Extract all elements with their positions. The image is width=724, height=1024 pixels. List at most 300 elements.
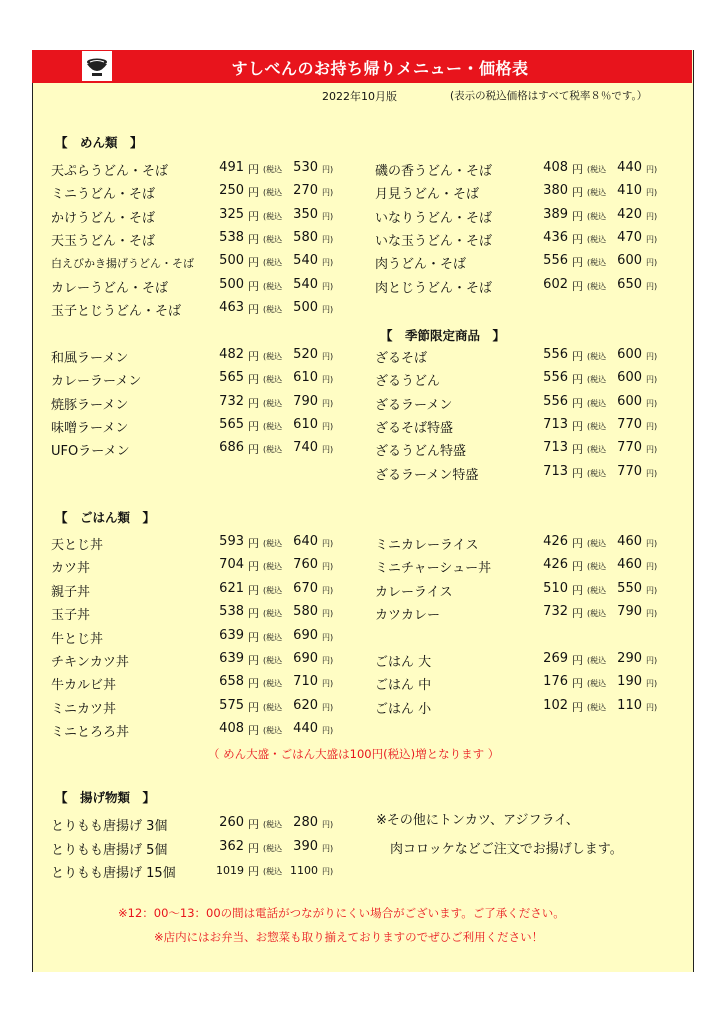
yen-unit: 円 bbox=[572, 677, 583, 691]
item-tax-price: 540 bbox=[293, 276, 318, 292]
tax-suffix: 円) bbox=[646, 468, 658, 478]
menu-item bbox=[375, 534, 675, 556]
tax-prefix: (税込 bbox=[263, 258, 283, 268]
tax-suffix: 円) bbox=[646, 585, 658, 595]
yen-unit: 円 bbox=[572, 419, 583, 433]
item-price: 176 bbox=[543, 674, 568, 690]
tax-suffix: 円) bbox=[646, 656, 658, 665]
tax-prefix: (税込 bbox=[263, 632, 283, 642]
menu-item bbox=[375, 207, 675, 229]
item-name: 天ぷらうどん・そば bbox=[51, 164, 169, 179]
item-price: 250 bbox=[219, 183, 244, 199]
yen-unit: 円 bbox=[572, 209, 583, 223]
item-name: 牛とじ丼 bbox=[51, 631, 104, 647]
item-name: チキンカツ丼 bbox=[51, 655, 129, 670]
item-price: 556 bbox=[543, 347, 568, 362]
tax-prefix: (税込 bbox=[587, 585, 607, 595]
tax-suffix: 円) bbox=[646, 211, 658, 221]
page-title: すしべんのお持ち帰りメニュー・価格表 bbox=[231, 59, 529, 78]
tax-suffix: 円) bbox=[322, 398, 334, 408]
tax-prefix: (税込 bbox=[263, 188, 283, 198]
yen-unit: 円 bbox=[248, 419, 259, 433]
item-price: 713 bbox=[543, 416, 568, 432]
tax-prefix: (税込 bbox=[587, 188, 607, 198]
tax-suffix: 円) bbox=[322, 421, 334, 431]
yen-unit: 円 bbox=[572, 373, 583, 387]
item-tax-price: 190 bbox=[617, 674, 642, 690]
tax-prefix: (税込 bbox=[263, 539, 283, 548]
tax-suffix: 円) bbox=[322, 726, 334, 736]
item-tax-price: 270 bbox=[293, 183, 318, 199]
item-name: ごはん 中 bbox=[375, 678, 432, 694]
tax-suffix: 円) bbox=[322, 843, 334, 853]
tax-suffix: 円) bbox=[322, 539, 334, 548]
item-name: 肉とじうどん・そば bbox=[375, 280, 493, 296]
item-name: カツカレー bbox=[375, 608, 441, 624]
item-price: 593 bbox=[219, 534, 244, 549]
tax-suffix: 円) bbox=[322, 258, 334, 268]
yen-unit: 円 bbox=[572, 256, 583, 270]
menu-item bbox=[375, 253, 675, 275]
item-name: 白えびかき揚げうどん・そば bbox=[51, 257, 194, 271]
menu-item bbox=[51, 815, 351, 837]
yen-unit: 円 bbox=[248, 841, 259, 855]
item-tax-price: 410 bbox=[617, 183, 642, 199]
item-price: 732 bbox=[219, 393, 244, 409]
menu-item bbox=[375, 183, 675, 205]
item-name: 天玉うどん・そば bbox=[51, 233, 156, 249]
tax-prefix: (税込 bbox=[263, 609, 283, 619]
menu-item bbox=[375, 160, 675, 182]
item-name: カレーラーメン bbox=[51, 374, 142, 390]
item-tax-price: 390 bbox=[293, 838, 318, 854]
yen-unit: 円 bbox=[572, 396, 583, 410]
item-tax-price: 580 bbox=[293, 229, 318, 245]
yen-unit: 円 bbox=[572, 560, 583, 574]
item-tax-price: 500 bbox=[293, 299, 318, 315]
item-name: 玉子とじうどん・そば bbox=[51, 303, 182, 319]
menu-item bbox=[51, 277, 351, 299]
item-tax-price: 540 bbox=[293, 253, 318, 269]
item-tax-price: 610 bbox=[293, 370, 318, 386]
yen-unit: 円 bbox=[248, 209, 259, 223]
yen-unit: 円 bbox=[572, 232, 583, 246]
tax-prefix: (税込 bbox=[263, 211, 283, 221]
item-tax-price: 790 bbox=[617, 604, 642, 620]
menu-item bbox=[51, 628, 351, 650]
tax-prefix: (税込 bbox=[587, 609, 607, 619]
menu-item bbox=[375, 464, 675, 486]
item-price: 556 bbox=[543, 370, 568, 386]
item-tax-price: 600 bbox=[617, 253, 642, 269]
item-name: カレーうどん・そば bbox=[51, 280, 169, 296]
item-name: ざるそば特盛 bbox=[375, 420, 454, 436]
item-tax-price: 290 bbox=[617, 651, 642, 666]
item-tax-price: 770 bbox=[617, 440, 642, 456]
yen-unit: 円 bbox=[248, 818, 259, 831]
item-name: 磯の香うどん・そば bbox=[375, 164, 493, 179]
yen-unit: 円 bbox=[248, 724, 259, 738]
item-tax-price: 440 bbox=[293, 721, 318, 737]
item-tax-price: 440 bbox=[617, 160, 642, 175]
item-price: 102 bbox=[543, 697, 568, 713]
footer-note-store: ※店内にはお弁当、お惣菜も取り揃えておりますのでぜひご利用ください！ bbox=[154, 930, 544, 944]
tax-prefix: (税込 bbox=[587, 468, 607, 478]
tax-suffix: 円) bbox=[322, 304, 334, 314]
item-tax-price: 460 bbox=[617, 534, 642, 549]
item-name: ミニカレーライス bbox=[375, 538, 479, 553]
item-price: 325 bbox=[219, 206, 244, 222]
item-price: 556 bbox=[543, 253, 568, 269]
item-price: 500 bbox=[219, 253, 244, 269]
yen-unit: 円 bbox=[248, 279, 259, 293]
tax-suffix: 円) bbox=[322, 562, 334, 572]
item-tax-price: 600 bbox=[617, 370, 642, 386]
yen-unit: 円 bbox=[572, 350, 583, 363]
item-name: ごはん 小 bbox=[375, 701, 432, 717]
menu-item bbox=[375, 440, 675, 462]
tax-suffix: 円) bbox=[322, 375, 334, 385]
yen-unit: 円 bbox=[572, 466, 583, 480]
menu-item bbox=[375, 557, 675, 579]
fried-note-line-1: ※その他にトンカツ、アジフライ、 bbox=[376, 813, 579, 828]
item-name: ミニカツ丼 bbox=[51, 701, 117, 717]
yen-unit: 円 bbox=[248, 560, 259, 574]
item-price: 426 bbox=[543, 534, 568, 549]
menu-item bbox=[51, 160, 351, 182]
item-tax-price: 710 bbox=[293, 674, 318, 690]
item-price: 1019 bbox=[216, 864, 244, 877]
item-name: とりもも唐揚げ 3個 bbox=[51, 819, 168, 834]
yen-unit: 円 bbox=[248, 607, 259, 621]
yen-unit: 円 bbox=[248, 302, 259, 316]
tax-suffix: 円) bbox=[646, 702, 658, 712]
tax-prefix: (税込 bbox=[263, 304, 283, 314]
tax-suffix: 円) bbox=[322, 820, 334, 829]
tax-prefix: (税込 bbox=[587, 421, 607, 431]
tax-suffix: 円) bbox=[322, 679, 334, 689]
tax-suffix: 円) bbox=[646, 539, 658, 548]
yen-unit: 円 bbox=[572, 443, 583, 457]
section-heading-rice: 【 ごはん類 】 bbox=[55, 510, 156, 525]
yen-unit: 円 bbox=[248, 583, 259, 597]
yen-unit: 円 bbox=[248, 700, 259, 714]
menu-item bbox=[51, 557, 351, 579]
menu-item bbox=[51, 674, 351, 696]
tax-prefix: (税込 bbox=[587, 352, 607, 361]
item-tax-price: 110 bbox=[617, 697, 642, 713]
tax-suffix: 円) bbox=[322, 632, 334, 642]
tax-prefix: (税込 bbox=[263, 656, 283, 665]
item-tax-price: 530 bbox=[293, 160, 318, 175]
item-tax-price: 640 bbox=[293, 534, 318, 549]
tax-prefix: (税込 bbox=[587, 539, 607, 548]
item-tax-price: 790 bbox=[293, 393, 318, 409]
section-heading-seasonal: 【 季節限定商品 】 bbox=[380, 328, 506, 343]
tax-prefix: (税込 bbox=[587, 679, 607, 689]
item-tax-price: 770 bbox=[617, 463, 642, 479]
item-name: 肉うどん・そば bbox=[375, 257, 467, 273]
yen-unit: 円 bbox=[572, 607, 583, 621]
item-tax-price: 550 bbox=[617, 580, 642, 596]
item-tax-price: 740 bbox=[293, 440, 318, 456]
item-name: とりもも唐揚げ 5個 bbox=[51, 842, 168, 858]
item-price: 602 bbox=[543, 276, 568, 292]
tax-suffix: 円) bbox=[646, 679, 658, 689]
item-name: ミニチャーシュー丼 bbox=[375, 561, 492, 577]
tax-prefix: (税込 bbox=[587, 281, 607, 291]
tax-prefix: (税込 bbox=[263, 281, 283, 291]
yen-unit: 円 bbox=[248, 256, 259, 270]
item-name: いなりうどん・そば bbox=[375, 210, 493, 226]
tax-suffix: 円) bbox=[322, 609, 334, 619]
yen-unit: 円 bbox=[248, 630, 259, 644]
menu-item bbox=[375, 698, 675, 720]
tax-suffix: 円) bbox=[322, 165, 334, 174]
item-name: ミニとろろ丼 bbox=[51, 725, 130, 741]
tax-suffix: 円) bbox=[646, 562, 658, 572]
item-tax-price: 600 bbox=[617, 393, 642, 409]
tax-prefix: (税込 bbox=[587, 562, 607, 572]
item-tax-price: 460 bbox=[617, 557, 642, 573]
menu-item bbox=[51, 721, 351, 743]
tax-suffix: 円) bbox=[322, 281, 334, 291]
tax-suffix: 円) bbox=[322, 234, 334, 244]
item-price: 408 bbox=[543, 160, 568, 175]
menu-item bbox=[51, 347, 351, 369]
item-name: 味噌ラーメン bbox=[51, 420, 129, 436]
item-name: 玉子丼 bbox=[51, 608, 91, 624]
yen-unit: 円 bbox=[248, 654, 259, 667]
yen-unit: 円 bbox=[248, 396, 259, 410]
tax-prefix: (税込 bbox=[263, 679, 283, 689]
item-price: 621 bbox=[219, 580, 244, 596]
tax-prefix: (税込 bbox=[263, 375, 283, 385]
item-price: 575 bbox=[219, 697, 244, 713]
tax-prefix: (税込 bbox=[587, 211, 607, 221]
menu-item bbox=[51, 207, 351, 229]
item-name: 和風ラーメン bbox=[51, 351, 129, 366]
item-tax-price: 690 bbox=[293, 651, 318, 666]
menu-item bbox=[51, 651, 351, 673]
tax-prefix: (税込 bbox=[263, 398, 283, 408]
tax-prefix: (税込 bbox=[587, 165, 607, 174]
menu-item bbox=[51, 370, 351, 392]
tax-suffix: 円) bbox=[322, 585, 334, 595]
menu-item bbox=[375, 674, 675, 696]
yen-unit: 円 bbox=[248, 443, 259, 457]
item-price: 704 bbox=[219, 557, 244, 573]
menu-item bbox=[51, 394, 351, 416]
item-price: 463 bbox=[219, 299, 244, 315]
item-name: 牛カルビ丼 bbox=[51, 678, 117, 694]
item-price: 565 bbox=[219, 416, 244, 432]
item-price: 658 bbox=[219, 674, 244, 690]
yen-unit: 円 bbox=[572, 186, 583, 200]
menu-item bbox=[51, 300, 351, 322]
item-price: 389 bbox=[543, 206, 568, 222]
menu-item bbox=[51, 581, 351, 603]
item-name: 焼豚ラーメン bbox=[51, 397, 129, 413]
tax-prefix: (税込 bbox=[263, 445, 283, 455]
item-name: ざるラーメン bbox=[375, 397, 453, 413]
menu-item bbox=[51, 440, 351, 462]
item-tax-price: 760 bbox=[293, 557, 318, 573]
item-name: とりもも唐揚げ 15個 bbox=[51, 866, 176, 881]
yen-unit: 円 bbox=[572, 700, 583, 714]
tax-prefix: (税込 bbox=[263, 234, 283, 244]
item-price: 500 bbox=[219, 276, 244, 292]
tax-prefix: (税込 bbox=[587, 445, 607, 455]
item-name: カツ丼 bbox=[51, 561, 91, 577]
item-name: 天とじ丼 bbox=[51, 538, 104, 553]
item-tax-price: 470 bbox=[617, 229, 642, 245]
item-price: 436 bbox=[543, 229, 568, 245]
menu-item bbox=[51, 839, 351, 861]
item-tax-price: 520 bbox=[293, 347, 318, 362]
tax-suffix: 円) bbox=[646, 421, 658, 431]
yen-unit: 円 bbox=[248, 865, 259, 878]
item-name: 月見うどん・そば bbox=[375, 187, 480, 203]
item-price: 408 bbox=[219, 721, 244, 737]
footer-note-phone: ※12：00～13：00の間は電話がつながりにくい場合がございます。ご了承ください。 bbox=[118, 906, 565, 920]
yen-unit: 円 bbox=[572, 583, 583, 597]
item-name: いな玉うどん・そば bbox=[375, 233, 493, 249]
tax-suffix: 円) bbox=[322, 867, 334, 876]
item-tax-price: 600 bbox=[617, 347, 642, 362]
tax-suffix: 円) bbox=[646, 352, 658, 361]
item-price: 426 bbox=[543, 557, 568, 573]
tax-prefix: (税込 bbox=[587, 398, 607, 408]
yen-unit: 円 bbox=[572, 279, 583, 293]
item-tax-price: 770 bbox=[617, 416, 642, 432]
yen-unit: 円 bbox=[572, 537, 583, 550]
item-price: 510 bbox=[543, 580, 568, 596]
menu-item bbox=[51, 604, 351, 626]
tax-prefix: (税込 bbox=[587, 656, 607, 665]
yen-unit: 円 bbox=[248, 163, 259, 176]
yen-unit: 円 bbox=[248, 373, 259, 387]
tax-suffix: 円) bbox=[646, 609, 658, 619]
tax-suffix: 円) bbox=[646, 258, 658, 268]
tax-prefix: (税込 bbox=[263, 165, 283, 174]
tax-suffix: 円) bbox=[322, 702, 334, 712]
item-name: ごはん 大 bbox=[375, 655, 432, 670]
item-tax-price: 670 bbox=[293, 580, 318, 596]
item-price: 380 bbox=[543, 183, 568, 199]
menu-item bbox=[375, 347, 675, 369]
item-name: 親子丼 bbox=[51, 584, 91, 600]
item-name: ざるラーメン特盛 bbox=[375, 467, 479, 483]
tax-suffix: 円) bbox=[646, 398, 658, 408]
item-price: 713 bbox=[543, 440, 568, 456]
item-price: 556 bbox=[543, 393, 568, 409]
tax-suffix: 円) bbox=[646, 188, 658, 198]
tax-prefix: (税込 bbox=[263, 843, 283, 853]
edition-label: 2022年10月版 bbox=[322, 90, 397, 103]
yen-unit: 円 bbox=[248, 350, 259, 363]
item-name: ざるうどん bbox=[375, 374, 441, 390]
tax-prefix: (税込 bbox=[587, 258, 607, 268]
item-price: 491 bbox=[219, 160, 244, 175]
tax-suffix: 円) bbox=[322, 352, 334, 361]
large-portion-note: （ めん大盛・ごはん大盛は100円(税込)増となります ） bbox=[208, 747, 500, 761]
item-tax-price: 350 bbox=[293, 206, 318, 222]
tax-prefix: (税込 bbox=[263, 726, 283, 736]
tax-prefix: (税込 bbox=[587, 234, 607, 244]
tax-suffix: 円) bbox=[646, 445, 658, 455]
yen-unit: 円 bbox=[248, 677, 259, 691]
item-tax-price: 1100 bbox=[290, 864, 318, 877]
menu-item bbox=[375, 230, 675, 252]
tax-suffix: 円) bbox=[322, 445, 334, 455]
tax-prefix: (税込 bbox=[263, 562, 283, 572]
menu-item bbox=[375, 417, 675, 439]
yen-unit: 円 bbox=[248, 186, 259, 200]
yen-unit: 円 bbox=[248, 537, 259, 550]
tax-prefix: (税込 bbox=[263, 867, 283, 876]
tax-suffix: 円) bbox=[646, 281, 658, 291]
menu-item bbox=[51, 417, 351, 439]
item-price: 362 bbox=[219, 838, 244, 854]
item-price: 482 bbox=[219, 347, 244, 362]
menu-item bbox=[51, 862, 351, 884]
item-tax-price: 690 bbox=[293, 627, 318, 643]
menu-item bbox=[375, 370, 675, 392]
item-price: 639 bbox=[219, 627, 244, 643]
item-name: かけうどん・そば bbox=[51, 210, 156, 226]
item-name: カレーライス bbox=[375, 584, 453, 600]
item-tax-price: 650 bbox=[617, 276, 642, 292]
item-price: 260 bbox=[219, 815, 244, 830]
menu-item bbox=[375, 651, 675, 673]
menu-item bbox=[375, 277, 675, 299]
item-tax-price: 420 bbox=[617, 206, 642, 222]
menu-item bbox=[51, 230, 351, 252]
section-heading-noodles: 【 めん類 】 bbox=[55, 135, 143, 150]
yen-unit: 円 bbox=[572, 163, 583, 176]
item-price: 538 bbox=[219, 229, 244, 245]
tax-suffix: 円) bbox=[322, 656, 334, 665]
tax-prefix: (税込 bbox=[263, 421, 283, 431]
item-price: 269 bbox=[543, 651, 568, 666]
item-name: ざるうどん特盛 bbox=[375, 444, 467, 460]
item-tax-price: 280 bbox=[293, 815, 318, 830]
item-name: ざるそば bbox=[375, 351, 428, 366]
menu-item bbox=[51, 253, 351, 275]
tax-prefix: (税込 bbox=[263, 585, 283, 595]
tax-suffix: 円) bbox=[646, 165, 658, 174]
fried-note-line-2: 肉コロッケなどご注文でお揚げします。 bbox=[390, 842, 623, 857]
item-price: 639 bbox=[219, 651, 244, 666]
item-name: UFOラーメン bbox=[51, 444, 130, 460]
menu-item bbox=[375, 394, 675, 416]
item-price: 686 bbox=[219, 440, 244, 456]
item-price: 565 bbox=[219, 370, 244, 386]
item-tax-price: 620 bbox=[293, 697, 318, 713]
yen-unit: 円 bbox=[572, 654, 583, 667]
item-tax-price: 610 bbox=[293, 416, 318, 432]
item-price: 713 bbox=[543, 463, 568, 479]
item-price: 732 bbox=[543, 604, 568, 620]
tax-suffix: 円) bbox=[322, 188, 334, 198]
tax-suffix: 円) bbox=[322, 211, 334, 221]
tax-prefix: (税込 bbox=[587, 375, 607, 385]
item-tax-price: 580 bbox=[293, 604, 318, 620]
yen-unit: 円 bbox=[248, 232, 259, 246]
item-price: 538 bbox=[219, 604, 244, 620]
menu-item bbox=[51, 534, 351, 556]
